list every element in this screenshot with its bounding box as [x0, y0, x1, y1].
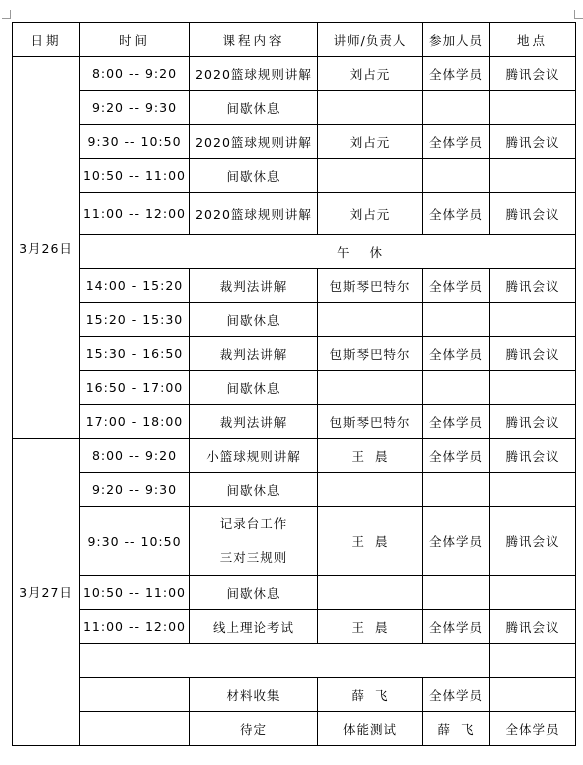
lecturer-cell: 包斯琴巴特尔 [318, 337, 423, 371]
lecturer-cell: 王 晨 [318, 507, 423, 576]
participants-cell: 全体学员 [423, 57, 490, 91]
content-cell: 2020篮球规则讲解 [190, 57, 318, 91]
table-row [13, 576, 576, 610]
lecturer-cell: 王 晨 [318, 439, 423, 473]
content-cell: 小篮球规则讲解 [190, 439, 318, 473]
participants-cell [423, 576, 490, 610]
date-cell-day2: 3月27日 [13, 439, 80, 746]
lecturer-cell [318, 91, 423, 125]
table-row-last [13, 712, 576, 746]
page-corner-mark-left [2, 10, 11, 19]
table-row [13, 439, 576, 473]
header-participants: 参加人员 [423, 23, 490, 57]
content-cell: 裁判法讲解 [190, 269, 318, 303]
header-row [13, 23, 576, 57]
time-cell: 8:00 -- 9:20 [80, 439, 190, 473]
participants-cell [423, 91, 490, 125]
header-lecturer: 讲师/负责人 [318, 23, 423, 57]
time-cell: 16:50 - 17:00 [80, 371, 190, 405]
table-row [13, 125, 576, 159]
lecturer-cell: 王 晨 [318, 610, 423, 644]
location-cell: 腾讯会议 [490, 610, 576, 644]
participants-cell: 全体学员 [423, 405, 490, 439]
location-cell: 腾讯会议 [490, 125, 576, 159]
time-cell: 11:00 -- 12:00 [80, 610, 190, 644]
location-cell: 腾讯会议 [490, 57, 576, 91]
content-cell: 裁判法讲解 [190, 405, 318, 439]
lecturer-cell: 薛 飞 [423, 712, 490, 746]
content-cell: 间歇休息 [190, 576, 318, 610]
participants-cell [423, 303, 490, 337]
table-row [13, 303, 576, 337]
time-cell: 11:00 -- 12:00 [80, 193, 190, 235]
content-cell: 体能测试 [318, 712, 423, 746]
content-cell: 间歇休息 [190, 473, 318, 507]
content-cell: 2020篮球规则讲解 [190, 125, 318, 159]
lecturer-cell: 包斯琴巴特尔 [318, 269, 423, 303]
participants-cell: 全体学员 [423, 507, 490, 576]
table-row [13, 159, 576, 193]
empty-cell [80, 644, 490, 678]
participants-cell [423, 159, 490, 193]
time-cell: 8:00 -- 9:20 [80, 57, 190, 91]
lunch-row [13, 235, 576, 269]
participants-cell: 全体学员 [423, 439, 490, 473]
location-cell: 腾讯会议 [490, 507, 576, 576]
participants-cell: 全体学员 [423, 193, 490, 235]
content-cell: 间歇休息 [190, 91, 318, 125]
table-row [13, 678, 576, 712]
content-cell: 间歇休息 [190, 371, 318, 405]
time-cell: 9:20 -- 9:30 [80, 91, 190, 125]
time-cell: 15:20 - 15:30 [80, 303, 190, 337]
content-cell: 间歇休息 [190, 303, 318, 337]
location-cell [490, 303, 576, 337]
content-cell: 线上理论考试 [190, 610, 318, 644]
table-row [13, 507, 576, 576]
header-location: 地点 [490, 23, 576, 57]
time-cell: 9:30 -- 10:50 [80, 125, 190, 159]
lecturer-cell: 刘占元 [318, 193, 423, 235]
content-line: 三对三规则 [219, 550, 288, 565]
time-cell: 9:30 -- 10:50 [80, 507, 190, 576]
participants-cell: 全体学员 [423, 337, 490, 371]
date-cell-day1: 3月26日 [13, 57, 80, 439]
time-cell: 待定 [190, 712, 318, 746]
location-cell: 腾讯会议 [490, 439, 576, 473]
table-row [13, 371, 576, 405]
time-cell [80, 678, 190, 712]
table-row [13, 405, 576, 439]
header-content: 课程内容 [190, 23, 318, 57]
location-cell [490, 91, 576, 125]
location-cell [490, 576, 576, 610]
location-cell [490, 371, 576, 405]
lecturer-cell: 薛 飞 [318, 678, 423, 712]
participants-cell: 全体学员 [490, 712, 576, 746]
lecturer-cell: 刘占元 [318, 125, 423, 159]
lecturer-cell [318, 371, 423, 405]
time-cell: 15:30 - 16:50 [80, 337, 190, 371]
content-cell: 2020篮球规则讲解 [190, 193, 318, 235]
schedule-table [12, 22, 576, 746]
location-cell: 腾讯会议 [490, 405, 576, 439]
table-row-empty [13, 644, 576, 678]
participants-cell: 全体学员 [423, 125, 490, 159]
table-row [13, 473, 576, 507]
table-row [13, 269, 576, 303]
table-row [13, 91, 576, 125]
lunch-cell [80, 235, 576, 269]
date-cell-empty [80, 712, 190, 746]
lecturer-cell [318, 159, 423, 193]
table-row [13, 57, 576, 91]
participants-cell: 全体学员 [423, 678, 490, 712]
content-cell [190, 507, 318, 576]
lecturer-cell: 刘占元 [318, 57, 423, 91]
participants-cell [423, 371, 490, 405]
participants-cell: 全体学员 [423, 610, 490, 644]
table-row [13, 610, 576, 644]
content-cell: 裁判法讲解 [190, 337, 318, 371]
location-cell [490, 678, 576, 712]
location-cell [490, 159, 576, 193]
time-cell: 10:50 -- 11:00 [80, 159, 190, 193]
lecturer-cell [318, 576, 423, 610]
content-cell: 间歇休息 [190, 159, 318, 193]
lecturer-cell [318, 473, 423, 507]
time-cell: 10:50 -- 11:00 [80, 576, 190, 610]
location-cell: 腾讯会议 [490, 193, 576, 235]
table-row [13, 193, 576, 235]
content-line: 记录台工作 [219, 516, 288, 531]
page-corner-mark-right [574, 10, 583, 19]
time-cell: 14:00 - 15:20 [80, 269, 190, 303]
lecturer-cell: 包斯琴巴特尔 [318, 405, 423, 439]
location-cell [490, 644, 576, 678]
table-row [13, 337, 576, 371]
location-cell [490, 473, 576, 507]
participants-cell [423, 473, 490, 507]
location-cell: 腾讯会议 [490, 337, 576, 371]
location-cell: 腾讯会议 [490, 269, 576, 303]
lunch-label: 午 休 [337, 244, 386, 260]
participants-cell: 全体学员 [423, 269, 490, 303]
time-cell: 17:00 - 18:00 [80, 405, 190, 439]
header-date: 日期 [13, 23, 80, 57]
content-cell: 材料收集 [190, 678, 318, 712]
time-cell: 9:20 -- 9:30 [80, 473, 190, 507]
lecturer-cell [318, 303, 423, 337]
header-time: 时间 [80, 23, 190, 57]
